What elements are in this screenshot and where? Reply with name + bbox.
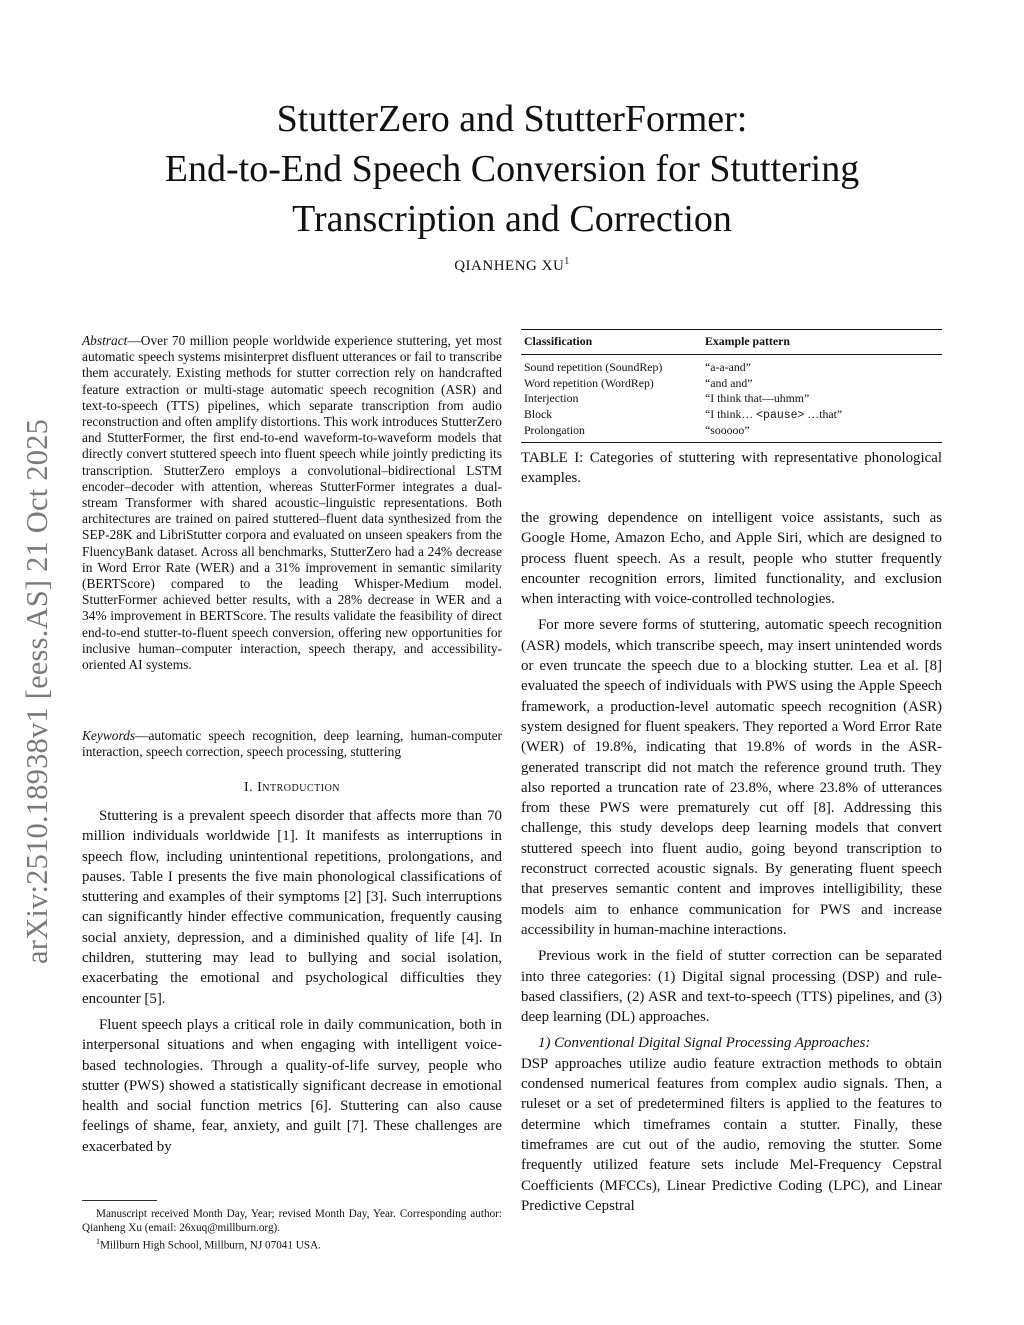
table-cell-example: “I think that—uhmm” xyxy=(705,391,810,405)
table-cell-classification: Prolongation xyxy=(521,423,702,442)
table-row xyxy=(521,376,942,392)
keywords xyxy=(82,728,502,760)
example-text: “I think… xyxy=(705,406,757,421)
example-text: …that” xyxy=(804,406,843,421)
title-line: End-to-End Speech Conversion for Stuttering xyxy=(164,148,860,190)
paragraph: DSP approaches utilize audio feature extraction methods to obtain condensed numerical features from complex audio signals. Then, a ruleset or a set of predetermined filters is applied to the features to determine which timeframes contain a stutter. Finally, these timeframes are cut out of the audio, removing the stutter. Some frequently utilized feature sets include Mel-Frequency Cepstral Coefficients (MFCCs), Linear Predictive Coding (LPC), and Linear Predictive Cepstral xyxy=(521,1055,942,1214)
author-name: QIANHENG XU xyxy=(454,258,565,274)
section-heading: I. Introduction xyxy=(243,780,341,795)
paragraph: Previous work in the field of stutter correction can be separated into three categories: (1) Digital signal processing (DSP) and rule-based classifiers, (2) ASR and text-to-speech (TTS) pipelines, and (3) deep learning (DL) approaches. xyxy=(521,948,942,1026)
column-header-example: Example pattern xyxy=(702,330,942,355)
footnotes xyxy=(82,1207,502,1253)
introduction-right-column xyxy=(521,508,942,1216)
footnote-received: Manuscript received Month Day, Year; revised Month Day, Year. Corresponding author: Qianheng Xu (email: 26xuq@millburn.org). xyxy=(82,1208,502,1234)
table-caption: TABLE I: Categories of stuttering with representative phonological examples. xyxy=(521,450,942,486)
title-line: StutterZero and StutterFormer: xyxy=(276,98,748,140)
arxiv-identifier: arXiv:2510.18938v1 [eess.AS] 21 Oct 2025 xyxy=(20,418,54,964)
title-line: Transcription and Correction xyxy=(292,198,732,240)
footnote-mark: 1 xyxy=(96,1237,100,1246)
paragraph: Stuttering is a prevalent speech disorder that affects more than 70 million individuals worldwide [1]. It manifests as interruptions in speech flow, including unintentional repetitions, prolongations, and pauses. Table I presents the five main phonological classifications of stuttering and examples of their symptoms [2] [3]. Such interruptions can significantly hinder effective communication, frequently causing social anxiety, depression, and a diminished quality of life [4]. In children, stuttering may lead to bullying and social isolation, exacerbating the emotional and psychological difficulties they encounter [5]. xyxy=(82,808,502,1007)
table-cell-example xyxy=(702,407,942,424)
paragraph xyxy=(521,1033,942,1053)
footnote-affiliation xyxy=(82,1235,502,1253)
table-cell-classification: Sound repetition (SoundRep) xyxy=(524,360,663,374)
table-cell-example: “a-a-and” xyxy=(705,360,751,374)
introduction-left-column xyxy=(82,806,502,1157)
table-cell-classification: Word repetition (WordRep) xyxy=(524,375,654,390)
paragraph: For more severe forms of stuttering, automatic speech recognition (ASR) models, which transcribe speech, may insert unintended words or even truncate the speech due to a blocking stutter. Lea et al. [8] evaluated the speech of individuals with PWS using the Apple Speech framework, a production-level automatic speech recognition (ASR) system designed for fluent speakers. They reported a Word Error Rate (WER) of 19.8%, indicating that 19.8% of words in the ASR-generated transcript did not match the reference ground truth. They also reported a truncation rate of 23.8%, where 23.8% of utterances from these PWS were prematurely cut off [8]. Addressing this challenge, this study develops deep learning models that convert stuttered speech into fluent audio, going beyond transcription to reconstruct corrected acoustic signals. By generating fluent speech that preserves semantic content and improves intelligibility, these models aim to enhance communication for PWS and increase accessibility in human-machine interactions. xyxy=(521,617,942,938)
column-header-classification: Classification xyxy=(521,330,702,355)
table-cell-classification: Block xyxy=(524,407,553,421)
subsection-title: 1) Conventional Digital Signal Processing Approaches: xyxy=(538,1035,871,1052)
abstract-text: —Over 70 million people worldwide experience stuttering, yet most automatic speech systems misinterpret disfluent utterances or fail to transcribe them accurately. Existing methods for stutter correction rely on handcrafted feature extraction or multi-stage automatic speech recognition (ASR) and text-to-speech (TTS) pipelines, which separate transcription from audio reconstruction and often amplify distortions. This work introduces StutterZero and StutterFormer, the first end-to-end waveform-to-waveform models that directly convert stuttered speech into fluent speech while jointly predicting its transcription. StutterZero employs a convolutional–bidirectional LSTM encoder–decoder with attention, whereas StutterFormer integrates a dual-stream Transformer with shared acoustic–linguistic representations. Both architectures are trained on paired stuttered–fluent data synthesized from the SEP-28K and LibriStutter corpora and evaluated on unseen speakers from the FluencyBank dataset. Across all benchmarks, StutterZero had a 24% decrease in Word Error Rate (WER) and a 31% improvement in semantic similarity (BERTScore) compared to the leading Whisper-Medium model. StutterFormer achieved better results, with a 28% decrease in WER and a 34% improvement in BERTScore. The results validate the feasibility of direct end-to-end stutter-to-fluent speech conversion, offering new opportunities for inclusive human–computer interaction, speech therapy, and accessibility-oriented AI systems. xyxy=(82,333,502,673)
stuttering-table xyxy=(521,329,942,443)
table-row xyxy=(521,391,942,407)
keywords-label: Keywords xyxy=(82,728,136,743)
table-cell-example: “sooooo” xyxy=(702,423,942,442)
table-row xyxy=(521,355,942,376)
table-row xyxy=(521,407,942,424)
arxiv-stamp xyxy=(0,0,54,964)
paper-title xyxy=(60,94,964,244)
footnote-divider xyxy=(82,1200,157,1201)
table-cell-classification: Interjection xyxy=(524,391,579,405)
paragraph: Fluent speech plays a critical role in daily communication, both in interpersonal situations and when engaging with intelligent voice-based technologies. Through a quality-of-life survey, people who stutter (PWS) showed a statistically significant decrease in emotional health and social function metrics [6]. Stuttering can also cause feelings of shame, fear, anxiety, and guilt [7]. These challenges are exacerbated by xyxy=(82,1016,502,1155)
author-line xyxy=(60,256,964,275)
table-row xyxy=(521,423,942,442)
table-header-row xyxy=(521,330,942,355)
abstract-label: Abstract xyxy=(82,333,128,348)
affiliation-text: Millburn High School, Millburn, NJ 07041 USA. xyxy=(100,1239,321,1252)
abstract xyxy=(82,333,502,673)
table-cell-example: “and and” xyxy=(705,375,753,390)
author-affiliation-mark: 1 xyxy=(564,256,570,267)
paragraph: the growing dependence on intelligent voice assistants, such as Google Home, Amazon Echo, and Apple Siri, which are designed to process fluent speech. As a result, people who stutter frequently encounter recognition errors, limited functionality, and exclusion when interacting with voice-controlled technologies. xyxy=(521,510,942,608)
example-code: <pause> xyxy=(756,408,805,422)
keywords-text: —automatic speech recognition, deep learning, human-computer interaction, speech correction, speech processing, stuttering xyxy=(82,728,502,760)
